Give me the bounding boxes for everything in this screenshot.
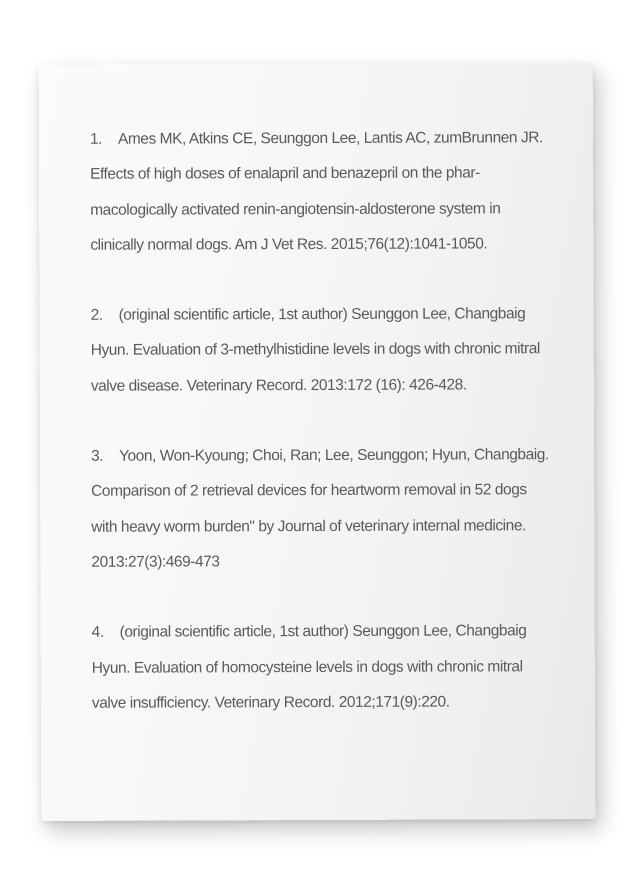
reference-number: 2. <box>90 306 103 324</box>
reference-number: 3. <box>91 447 104 465</box>
reference-text: Yoon, Won-Kyoung; Choi, Ran; Lee, Seunggon; Hyun, Changbaig. Comparison of 2 retrieval devices for heartworm removal in 52 dogs with heavy worm burden" by Journal of veterinary internal medicine. 2013:27(3):469-473 <box>91 446 549 571</box>
reference-text: (original scientific article, 1st author) Seunggon Lee, Changbaig Hyun. Evaluation of homocysteine levels in dogs with chronic mitral valve insufficiency. Veterinary Record. 2012;171(9):220. <box>91 622 527 712</box>
reference-number: 1. <box>89 130 103 148</box>
reference-item <box>92 613 554 721</box>
reference-number: 4. <box>91 624 104 642</box>
reference-item <box>90 120 552 263</box>
reference-list <box>90 120 554 756</box>
reference-text: (original scientific article, 1st author) Seunggon Lee, Changbaig Hyun. Evaluation of 3-methylhistidine levels in dogs with chronic mitral valve disease. Veterinary Record. 2013:172 (16): 426-428. <box>90 305 540 395</box>
reference-item <box>91 437 553 580</box>
document-page <box>39 63 596 821</box>
reference-item <box>90 296 552 404</box>
reference-text: Ames MK, Atkins CE, Seunggon Lee, Lantis AC, zumBrunnen JR. Effects of high doses of enalapril and benazepril on the pharmacologically activated renin-angiotensin-aldosterone system in clinically normal dogs. Am J Vet Res. 2015;76(12):1041-1050. <box>90 129 543 254</box>
